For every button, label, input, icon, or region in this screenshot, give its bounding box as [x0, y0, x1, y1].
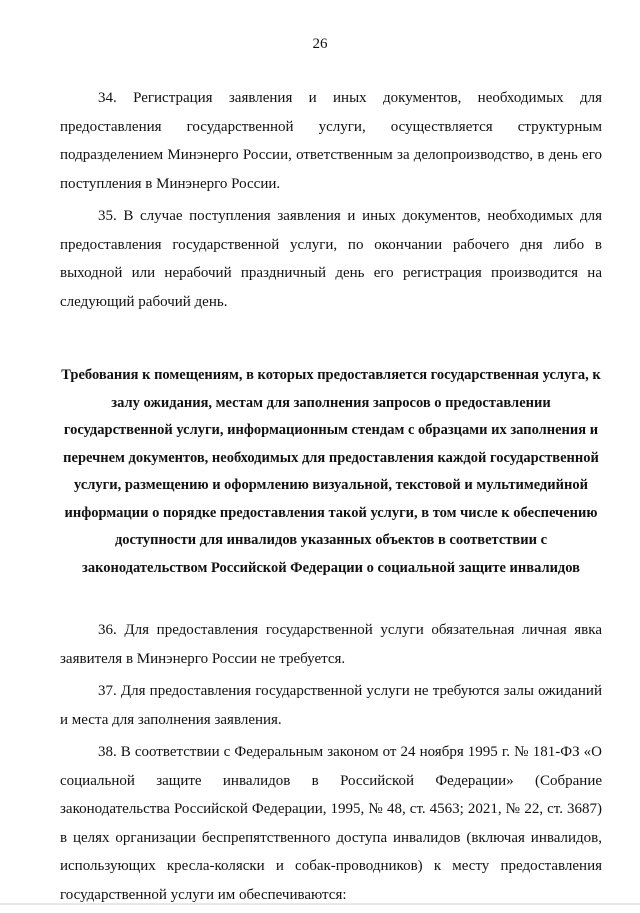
- document-body: [60, 84, 602, 913]
- paragraph-38: 38. В соответствии с Федеральным законом от 24 ноября 1995 г. № 181-ФЗ «О социальной защите инвалидов в Российской Федерации» (Собрание законодательства Российской Федерации, 1995, № 48, ст. 4563; 2021, № 22, ст. 3687) в целях организации беспрепятственного доступа инвалидов (включая инвалидов, использующих кресла-коляски и собак-проводников) к месту предоставления государственной услуги им обеспечиваются:: [60, 744, 602, 903]
- page-number: 26: [312, 36, 328, 52]
- paragraph-35: 35. В случае поступления заявления и иных документов, необходимых для предоставления государственной услуги, по окончании рабочего дня либо в выходной или нерабочий праздничный день его регистрация производится на следующий рабочий день.: [60, 208, 602, 310]
- paragraph-34: 34. Регистрация заявления и иных документов, необходимых для предоставления государственной услуги, осуществляется структурным подразделением Минэнерго России, ответственным за делопроизводство, в день его поступления в Минэнерго России.: [60, 90, 602, 192]
- paragraph-37: 37. Для предоставления государственной услуги не требуются залы ожиданий и места для заполнения заявления.: [60, 683, 602, 728]
- paragraph-36: 36. Для предоставления государственной услуги обязательная личная явка заявителя в Минэнерго России не требуется.: [60, 622, 602, 667]
- section-heading: Требования к помещениям, в которых предоставляется государственная услуга, к залу ожидания, местам для заполнения запросов о предоставлении государственной услуги, информационным стендам с образцами их заполнения и перечнем документов, необходимых для предоставления каждой государственной услуги, размещению и оформлению визуальной, текстовой и мультимедийной информации о порядке предоставления такой услуги, в том числе к обеспечению доступности для инвалидов указанных объектов в соответствии с законодательством Российской Федерации о социальной защите инвалидов: [61, 367, 601, 576]
